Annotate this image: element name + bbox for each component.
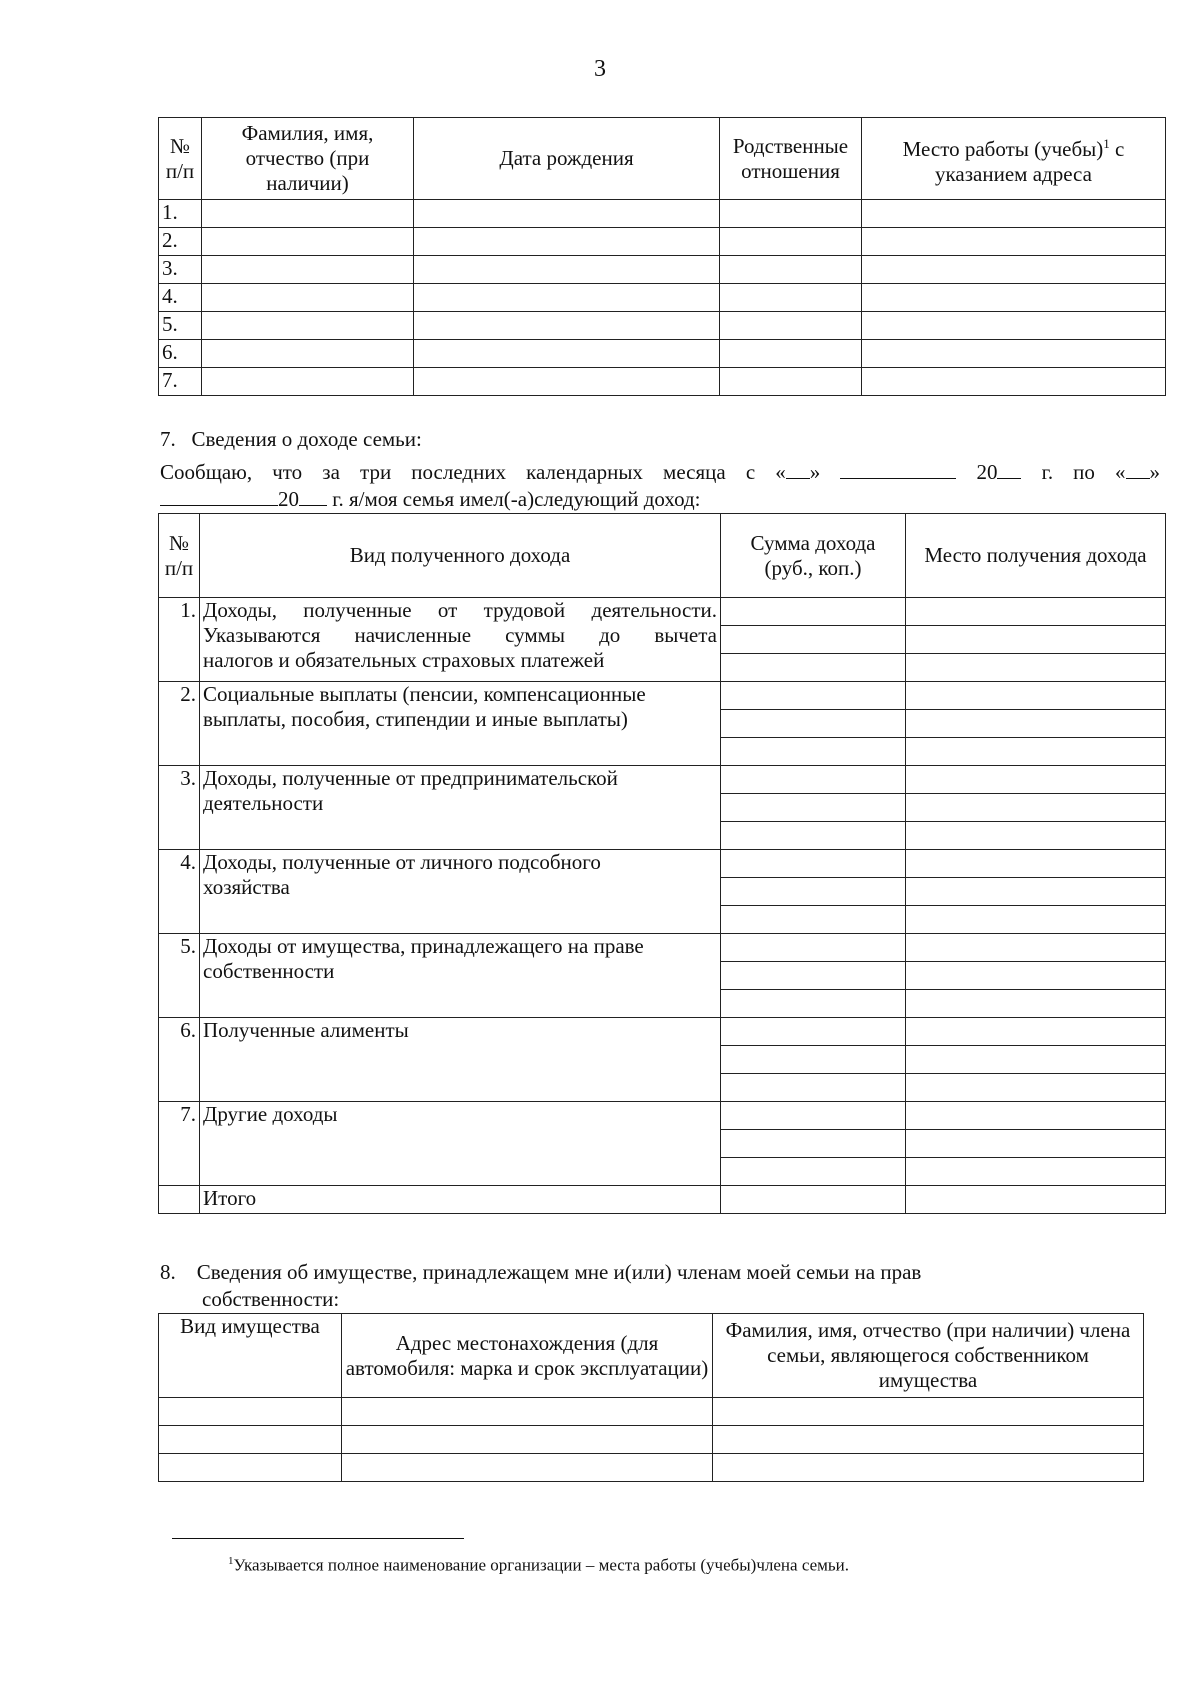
- row-number: 6.: [159, 1018, 200, 1102]
- col-address-header: Адрес местонахождения (для автомобиля: марка и срок эксплуатации): [342, 1314, 713, 1398]
- footnote: $^1$Указывается полное наименование организации – места работы (учебы)члена семьи.: [228, 1555, 849, 1575]
- income-type-cell: Доходы, полученные от трудовой деятельности. Указываются начисленные суммы до вычета налогов и обязательных страховых платежей: [200, 598, 721, 682]
- income-type-cell: Доходы, полученные от предпринимательской деятельности: [200, 766, 721, 850]
- col-owner-header: Фамилия, имя, отчество (при наличии) члена семьи, являющегося собственником имущества: [713, 1314, 1144, 1398]
- income-type-cell: Полученные алименты: [200, 1018, 721, 1102]
- footnote-separator: [172, 1538, 464, 1539]
- row-number: 6.: [159, 340, 202, 368]
- row-number: 4.: [159, 284, 202, 312]
- section8-heading: 8. Сведения об имуществе, принадлежащем мне и(или) членам моей семьи на прав: [160, 1260, 922, 1284]
- row-number: 7.: [159, 368, 202, 396]
- row-number: 1.: [159, 598, 200, 682]
- property-table: [158, 1313, 1144, 1482]
- row-number: 2.: [159, 682, 200, 766]
- col-relation-header: Родственные отношения: [720, 118, 862, 200]
- col-num-header: № п/п: [159, 118, 202, 200]
- col-income-type-header: Вид полученного дохода: [200, 514, 721, 598]
- family-members-table: [158, 117, 1166, 396]
- section7-sentence-line2: 20 г. я/моя семья имел(-а)следующий доход:: [160, 486, 700, 512]
- col-place-header: Место получения дохода: [906, 514, 1166, 598]
- income-type-cell: Другие доходы: [200, 1102, 721, 1186]
- col-num-header: № п/п: [159, 514, 200, 598]
- col-work-header: Место работы (учебы)$^1$ с указанием адреса: [862, 118, 1166, 200]
- row-number: 3.: [159, 766, 200, 850]
- income-type-cell: Доходы от имущества, принадлежащего на праве собственности: [200, 934, 721, 1018]
- total-label: Итого: [200, 1186, 721, 1214]
- section7-sentence: Сообщаю, что за три последних календарных месяца с « » 20 г. по « »: [160, 460, 1161, 484]
- income-table: [158, 513, 1166, 1214]
- col-property-type-header: Вид имущества: [159, 1314, 342, 1398]
- section8-heading-line2: собственности:: [202, 1287, 340, 1311]
- section7-heading: 7. Сведения о доходе семьи:: [160, 427, 422, 451]
- row-number: 5.: [159, 312, 202, 340]
- col-fio-header: Фамилия, имя, отчество (при наличии): [202, 118, 414, 200]
- page-number: 3: [594, 56, 606, 82]
- row-number: 5.: [159, 934, 200, 1018]
- col-dob-header: Дата рождения: [414, 118, 720, 200]
- row-number: 7.: [159, 1102, 200, 1186]
- row-number: 4.: [159, 850, 200, 934]
- row-number: 3.: [159, 256, 202, 284]
- row-number: 1.: [159, 200, 202, 228]
- row-number: 2.: [159, 228, 202, 256]
- col-sum-header: Сумма дохода (руб., коп.): [721, 514, 906, 598]
- income-type-cell: Доходы, полученные от личного подсобного хозяйства: [200, 850, 721, 934]
- income-type-cell: Социальные выплаты (пенсии, компенсационные выплаты, пособия, стипендии и иные выплаты): [200, 682, 721, 766]
